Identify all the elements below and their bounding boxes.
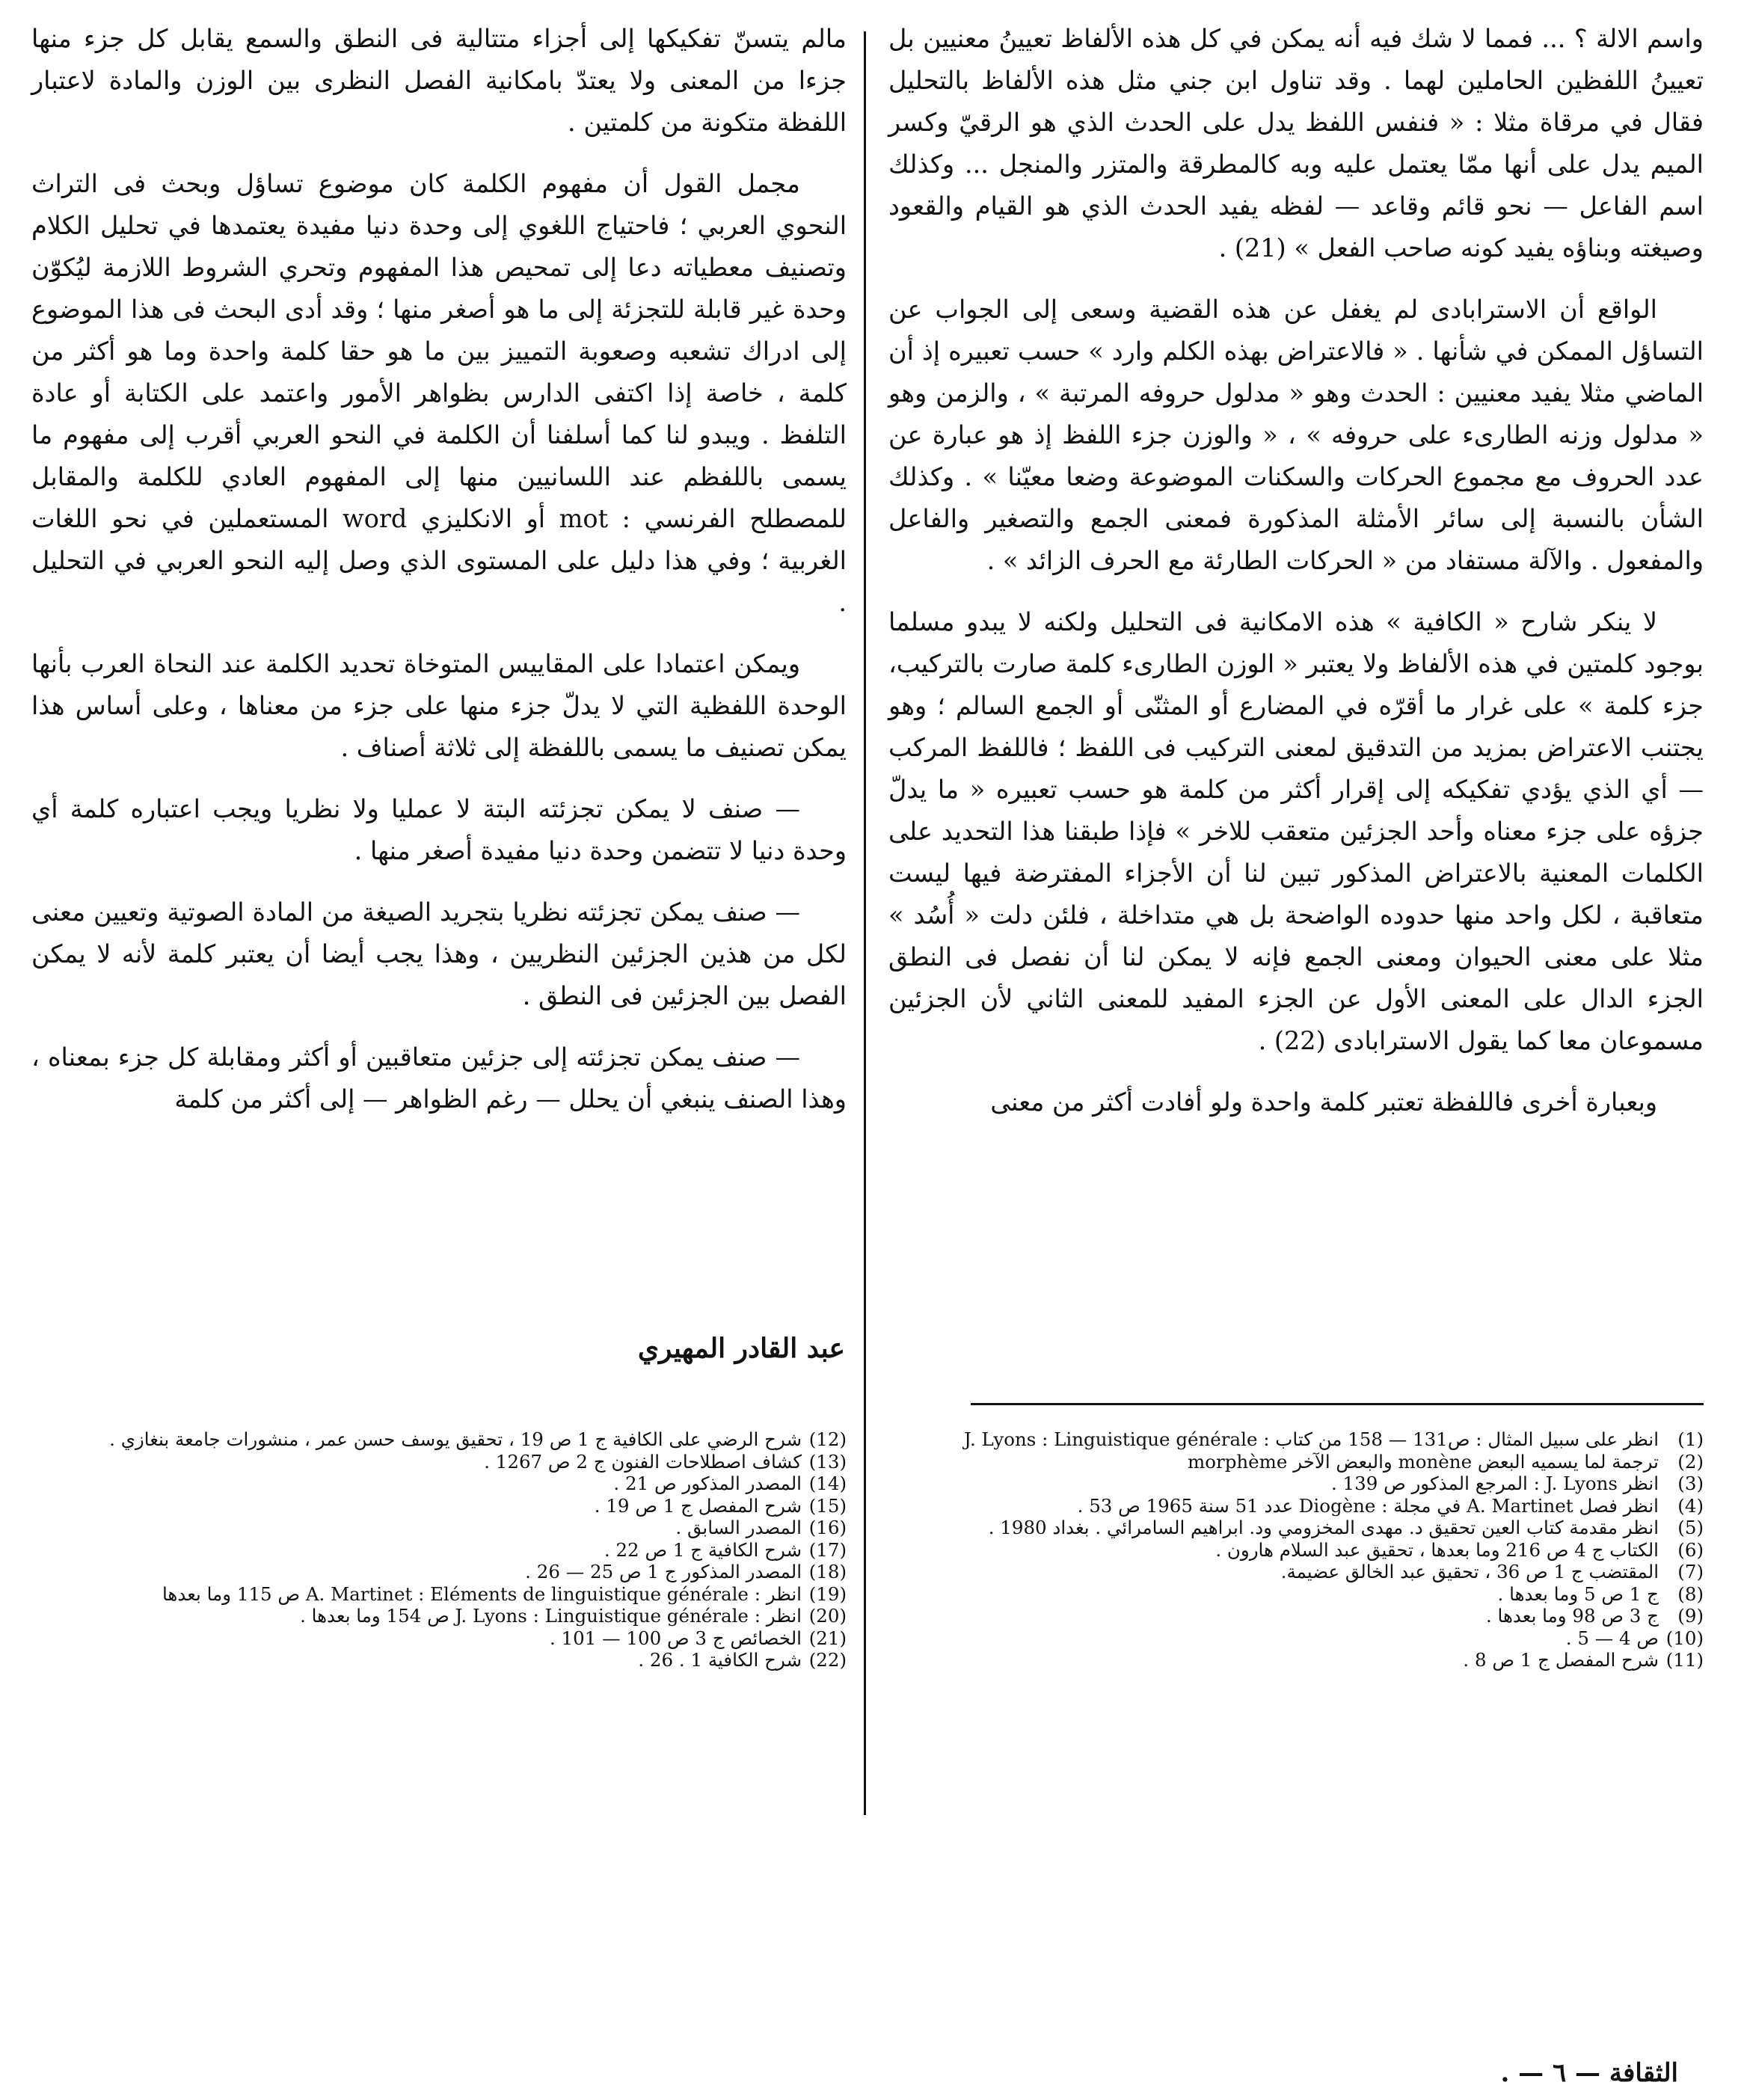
footnote bbox=[31, 1539, 847, 1562]
author-signature: عبد القادر المهيري bbox=[637, 1333, 845, 1364]
footnote bbox=[31, 1451, 847, 1473]
footnote bbox=[31, 1605, 847, 1627]
footnote bbox=[31, 1649, 847, 1671]
footnote-number: (18) bbox=[808, 1561, 847, 1582]
page-footer: الثقافة — ٦ — . bbox=[1500, 2058, 1678, 2088]
footnote-number: (1) bbox=[1677, 1428, 1704, 1450]
footnote bbox=[31, 1561, 847, 1583]
paragraph: — صنف يمكن تجزئته إلى جزئين متعاقبين أو أكثر ومقابلة كل جزء بمعناه ، وهذا الصنف ينبغي أن يحلل — رغم الظواهر — إلى أكثر من كلمة bbox=[31, 1043, 847, 1114]
footnote bbox=[31, 1473, 847, 1495]
footnote bbox=[31, 1627, 847, 1650]
footnote-text: شرح الكافية 1 . 26 . bbox=[638, 1649, 802, 1671]
footnote-number: (8) bbox=[1677, 1582, 1704, 1605]
column-divider bbox=[864, 31, 866, 1815]
footnote-text: ترجمة لما يسميه البعض monène والبعض الآخر morphème bbox=[1188, 1450, 1659, 1473]
footnote-text: المصدر المذكور ج 1 ص 25 — 26 . bbox=[525, 1561, 802, 1582]
footnote-text: ج 1 ص 5 وما بعدها . bbox=[1497, 1582, 1659, 1605]
footnote-number: (2) bbox=[1677, 1450, 1704, 1473]
footnote-number: (6) bbox=[1677, 1538, 1704, 1561]
footnote-number: (7) bbox=[1677, 1561, 1704, 1582]
footnote bbox=[31, 1583, 847, 1606]
footnote bbox=[888, 1539, 1704, 1562]
paragraph: الواقع أن الاسترابادى لم يغفل عن هذه القضية وسعى إلى الجواب عن التساؤل الممكن في شأنها . « فالاعتراض بهذه الكلم وارد » حسب تعبيره إذ أن الماضي مثلا يفيد معنيين : الحدث وهو « مدلول حروفه المرتبة » ، والزمن وهو « مدلول وزنه الطارىء على حروفه » ، « والوزن جزء اللفظ إذ هو عبارة عن عدد الحروف مع مجموع الحركات والسكنات الموضوعة وضعا معيّنا » . وكذلك الشأن بالنسبة إلى سائر الأمثلة المذكورة فمعنى الجمع والتصغير والفاعل والمفعول . والآلة مستفاد من « الحركات الطارئة مع الحرف الزائد » . bbox=[888, 295, 1704, 575]
paragraph: وبعبارة أخرى فاللفظة تعتبر كلمة واحدة ولو أفادت أكثر من معنى bbox=[990, 1087, 1657, 1117]
footnote-text: شرح الكافية ج 1 ص 22 . bbox=[604, 1538, 802, 1561]
footnote bbox=[888, 1583, 1704, 1606]
footnote-number: (3) bbox=[1677, 1473, 1704, 1494]
footnote-text: شرح المفصل ج 1 ص 19 . bbox=[594, 1494, 802, 1517]
paragraph: — صنف لا يمكن تجزئته البتة لا عمليا ولا نظريا ويجب اعتباره كلمة أي وحدة دنيا لا تتضمن وحدة دنيا مفيدة أصغر منها . bbox=[31, 794, 847, 865]
footnotes-right bbox=[888, 1428, 1704, 1671]
footnote bbox=[888, 1517, 1704, 1539]
footnote-text: ص 4 — 5 . bbox=[1565, 1627, 1659, 1649]
footnote bbox=[31, 1495, 847, 1517]
right-column bbox=[888, 18, 1704, 1143]
footnote bbox=[888, 1451, 1704, 1473]
footnote bbox=[31, 1517, 847, 1539]
footnote-text: الكتاب ج 4 ص 216 وما بعدها ، تحقيق عبد السلام هارون . bbox=[1215, 1538, 1659, 1561]
footnote bbox=[888, 1473, 1704, 1495]
footnote-text: انظر على سبيل المثال : ص131 — 158 من كتاب : J. Lyons : Linguistique générale bbox=[964, 1428, 1659, 1450]
footnote bbox=[31, 1428, 847, 1451]
footnote bbox=[888, 1428, 1704, 1451]
paragraph: واسم الالة ؟ ... فمما لا شك فيه أنه يمكن في كل هذه الألفاظ تعيينُ معنيين بل تعيينُ اللفظين الحاملين لهما . وقد تناول ابن جني مثل هذه الألفاظ بالتحليل فقال في مرقاة مثلا : « فنفس اللفظ يدل على الحدث الذي هو الرقيّ وكسر الميم يدل على أنها ممّا يعتمل عليه وبه كالمطرقة والمتزر والمنجل ... وكذلك اسم الفاعل — نحو قائم وقاعد — لفظه يفيد الحدث الذي هو القيام والقعود وصيغته وبناؤه يفيد كونه صاحب الفعل » (21) . bbox=[888, 24, 1704, 262]
footnote-text: المصدر المذكور ص 21 . bbox=[613, 1473, 802, 1494]
footnote bbox=[888, 1627, 1704, 1650]
footnote-number: (22) bbox=[808, 1649, 847, 1671]
footnote-text: انظر فصل A. Martinet في مجلة : Diogène عدد 51 سنة 1965 ص 53 . bbox=[1077, 1494, 1659, 1517]
footnote-divider bbox=[971, 1403, 1704, 1405]
footnote bbox=[888, 1561, 1704, 1583]
footnote-number: (13) bbox=[808, 1450, 847, 1473]
paragraph: لا ينكر شارح « الكافية » هذه الامكانية فى التحليل ولكنه لا يبدو مسلما بوجود كلمتين في هذه الألفاظ ولا يعتبر « الوزن الطارىء كلمة صارت بالتركيب، جزء كلمة » على غرار ما أقرّه في المضارع أو المثنّى أو الجمع السالم ؛ وهو يجتنب الاعتراض بمزيد من التدقيق لمعنى التركيب فى اللفظ ؛ فاللفظ المركب — أي الذي يؤدي تفكيكه إلى إقرار أكثر من كلمة هو حسب تعبيره « ما يدلّ جزؤه على جزء معناه وأحد الجزئين متعقب للاخر » فإذا طبقنا هذا التحديد على الكلمات المعنية بالاعتراض المذكور تبين لنا أن الأجزاء المفترضة فيها ليست متعاقبة ، لكل واحد منها حدوده الواضحة بل هي متداخلة ، فلئن دلت « أُسُد » مثلا على معنى الحيوان ومعنى الجمع فإنه لا يمكن لنا أن نفصل فى النطق الجزء الدال على المعنى الأول عن الجزء المفيد للمعنى الثاني لأن الجزئين مسموعان معا كما يقول الاسترابادى (22) . bbox=[888, 607, 1704, 1055]
paragraph: ويمكن اعتمادا على المقاييس المتوخاة تحديد الكلمة عند النحاة العرب بأنها الوحدة اللفظية التي لا يدلّ جزء منها على جزء من معناها ، وعلى أساس هذا يمكن تصنيف ما يسمى باللفظة إلى ثلاثة أصناف . bbox=[31, 649, 847, 762]
footnote-number: (5) bbox=[1677, 1517, 1704, 1538]
footnote-number: (17) bbox=[808, 1538, 847, 1561]
footnote-text: انظر J. Lyons : المرجع المذكور ص 139 . bbox=[1330, 1473, 1659, 1494]
footnote-text: ج 3 ص 98 وما بعدها . bbox=[1485, 1605, 1659, 1627]
footnote-text: الخصائص ج 3 ص 100 — 101 . bbox=[549, 1627, 802, 1649]
footnote-number: (14) bbox=[808, 1473, 847, 1494]
footnote-text: كشاف اصطلاحات الفنون ج 2 ص 1267 . bbox=[484, 1450, 802, 1473]
footnote-text: شرح المفصل ج 1 ص 8 . bbox=[1463, 1649, 1659, 1671]
footnote-text: المصدر السابق . bbox=[675, 1517, 802, 1538]
footnote-text: شرح الرضي على الكافية ج 1 ص 19 ، تحقيق يوسف حسن عمر ، منشورات جامعة بنغازي . bbox=[109, 1428, 802, 1450]
footnote-number: (20) bbox=[808, 1605, 847, 1627]
left-column bbox=[31, 18, 847, 1140]
footnote-number: (15) bbox=[808, 1494, 847, 1517]
footnote-text: انظر : A. Martinet : Eléments de linguistique générale ص 115 وما بعدها bbox=[162, 1582, 802, 1605]
footnote-number: (10) bbox=[1665, 1627, 1704, 1649]
footnote-number: (16) bbox=[808, 1517, 847, 1538]
footnote-number: (19) bbox=[808, 1582, 847, 1605]
footnote-number: (21) bbox=[808, 1627, 847, 1649]
footnote-text: المقتضب ج 1 ص 36 ، تحقيق عبد الخالق عضيمة. bbox=[1280, 1561, 1659, 1582]
paragraph: — صنف يمكن تجزئته نظريا بتجريد الصيغة من المادة الصوتية وتعيين معنى لكل من هذين الجزئين النظريين ، وهذا يجب أيضا أن يعتبر كلمة لأنه لا يمكن الفصل بين الجزئين فى النطق . bbox=[31, 897, 847, 1010]
footnote bbox=[888, 1495, 1704, 1517]
footnote-number: (9) bbox=[1677, 1605, 1704, 1627]
footnote-text: انظر مقدمة كتاب العين تحقيق د. مهدى المخزومي ود. ابراهيم السامرائي . بغداد 1980 . bbox=[988, 1517, 1659, 1538]
footnote-text: انظر : J. Lyons : Linguistique générale ص 154 وما بعدها . bbox=[300, 1605, 802, 1627]
footnote bbox=[888, 1649, 1704, 1671]
footnote-number: (4) bbox=[1677, 1494, 1704, 1517]
paragraph: مالم يتسنّ تفكيكها إلى أجزاء متتالية فى النطق والسمع يقابل كل جزء منها جزءا من المعنى ولا يعتدّ بامكانية الفصل النظرى بين الوزن والمادة لاعتبار اللفظة متكونة من كلمتين . bbox=[31, 24, 847, 137]
footnote bbox=[888, 1605, 1704, 1627]
footnote-number: (11) bbox=[1665, 1649, 1704, 1671]
footnote-number: (12) bbox=[808, 1428, 847, 1450]
footnotes-left bbox=[31, 1428, 847, 1671]
paragraph: مجمل القول أن مفهوم الكلمة كان موضوع تساؤل وبحث فى التراث النحوي العربي ؛ فاحتياج اللغوي إلى وحدة دنيا مفيدة يعتمدها في تحليل الكلام وتصنيف معطياته دعا إلى تمحيص هذا المفهوم وتحري الشروط اللازمة ليُكوّن وحدة غير قابلة للتجزئة إلى ما هو أصغر منها ؛ وقد أدى البحث فى هذا الموضوع إلى ادراك تشعبه وصعوبة التمييز بين ما هو حقا كلمة واحدة وما هو أكثر من كلمة ، خاصة إذا اكتفى الدارس بظواهر الأمور واعتمد على الكتابة أو عادة التلفظ . ويبدو لنا كما أسلفنا أن الكلمة في النحو العربي أقرب إلى مفهوم ما يسمى باللفظم عند اللسانيين منها إلى المفهوم العادي للكلمة والمقابل للمصطلح الفرنسي : mot أو الانكليزي word المستعملين في نحو اللغات الغربية ؛ وفي هذا دليل على المستوى الذي وصل إليه النحو العربي في التحليل . bbox=[31, 169, 847, 617]
